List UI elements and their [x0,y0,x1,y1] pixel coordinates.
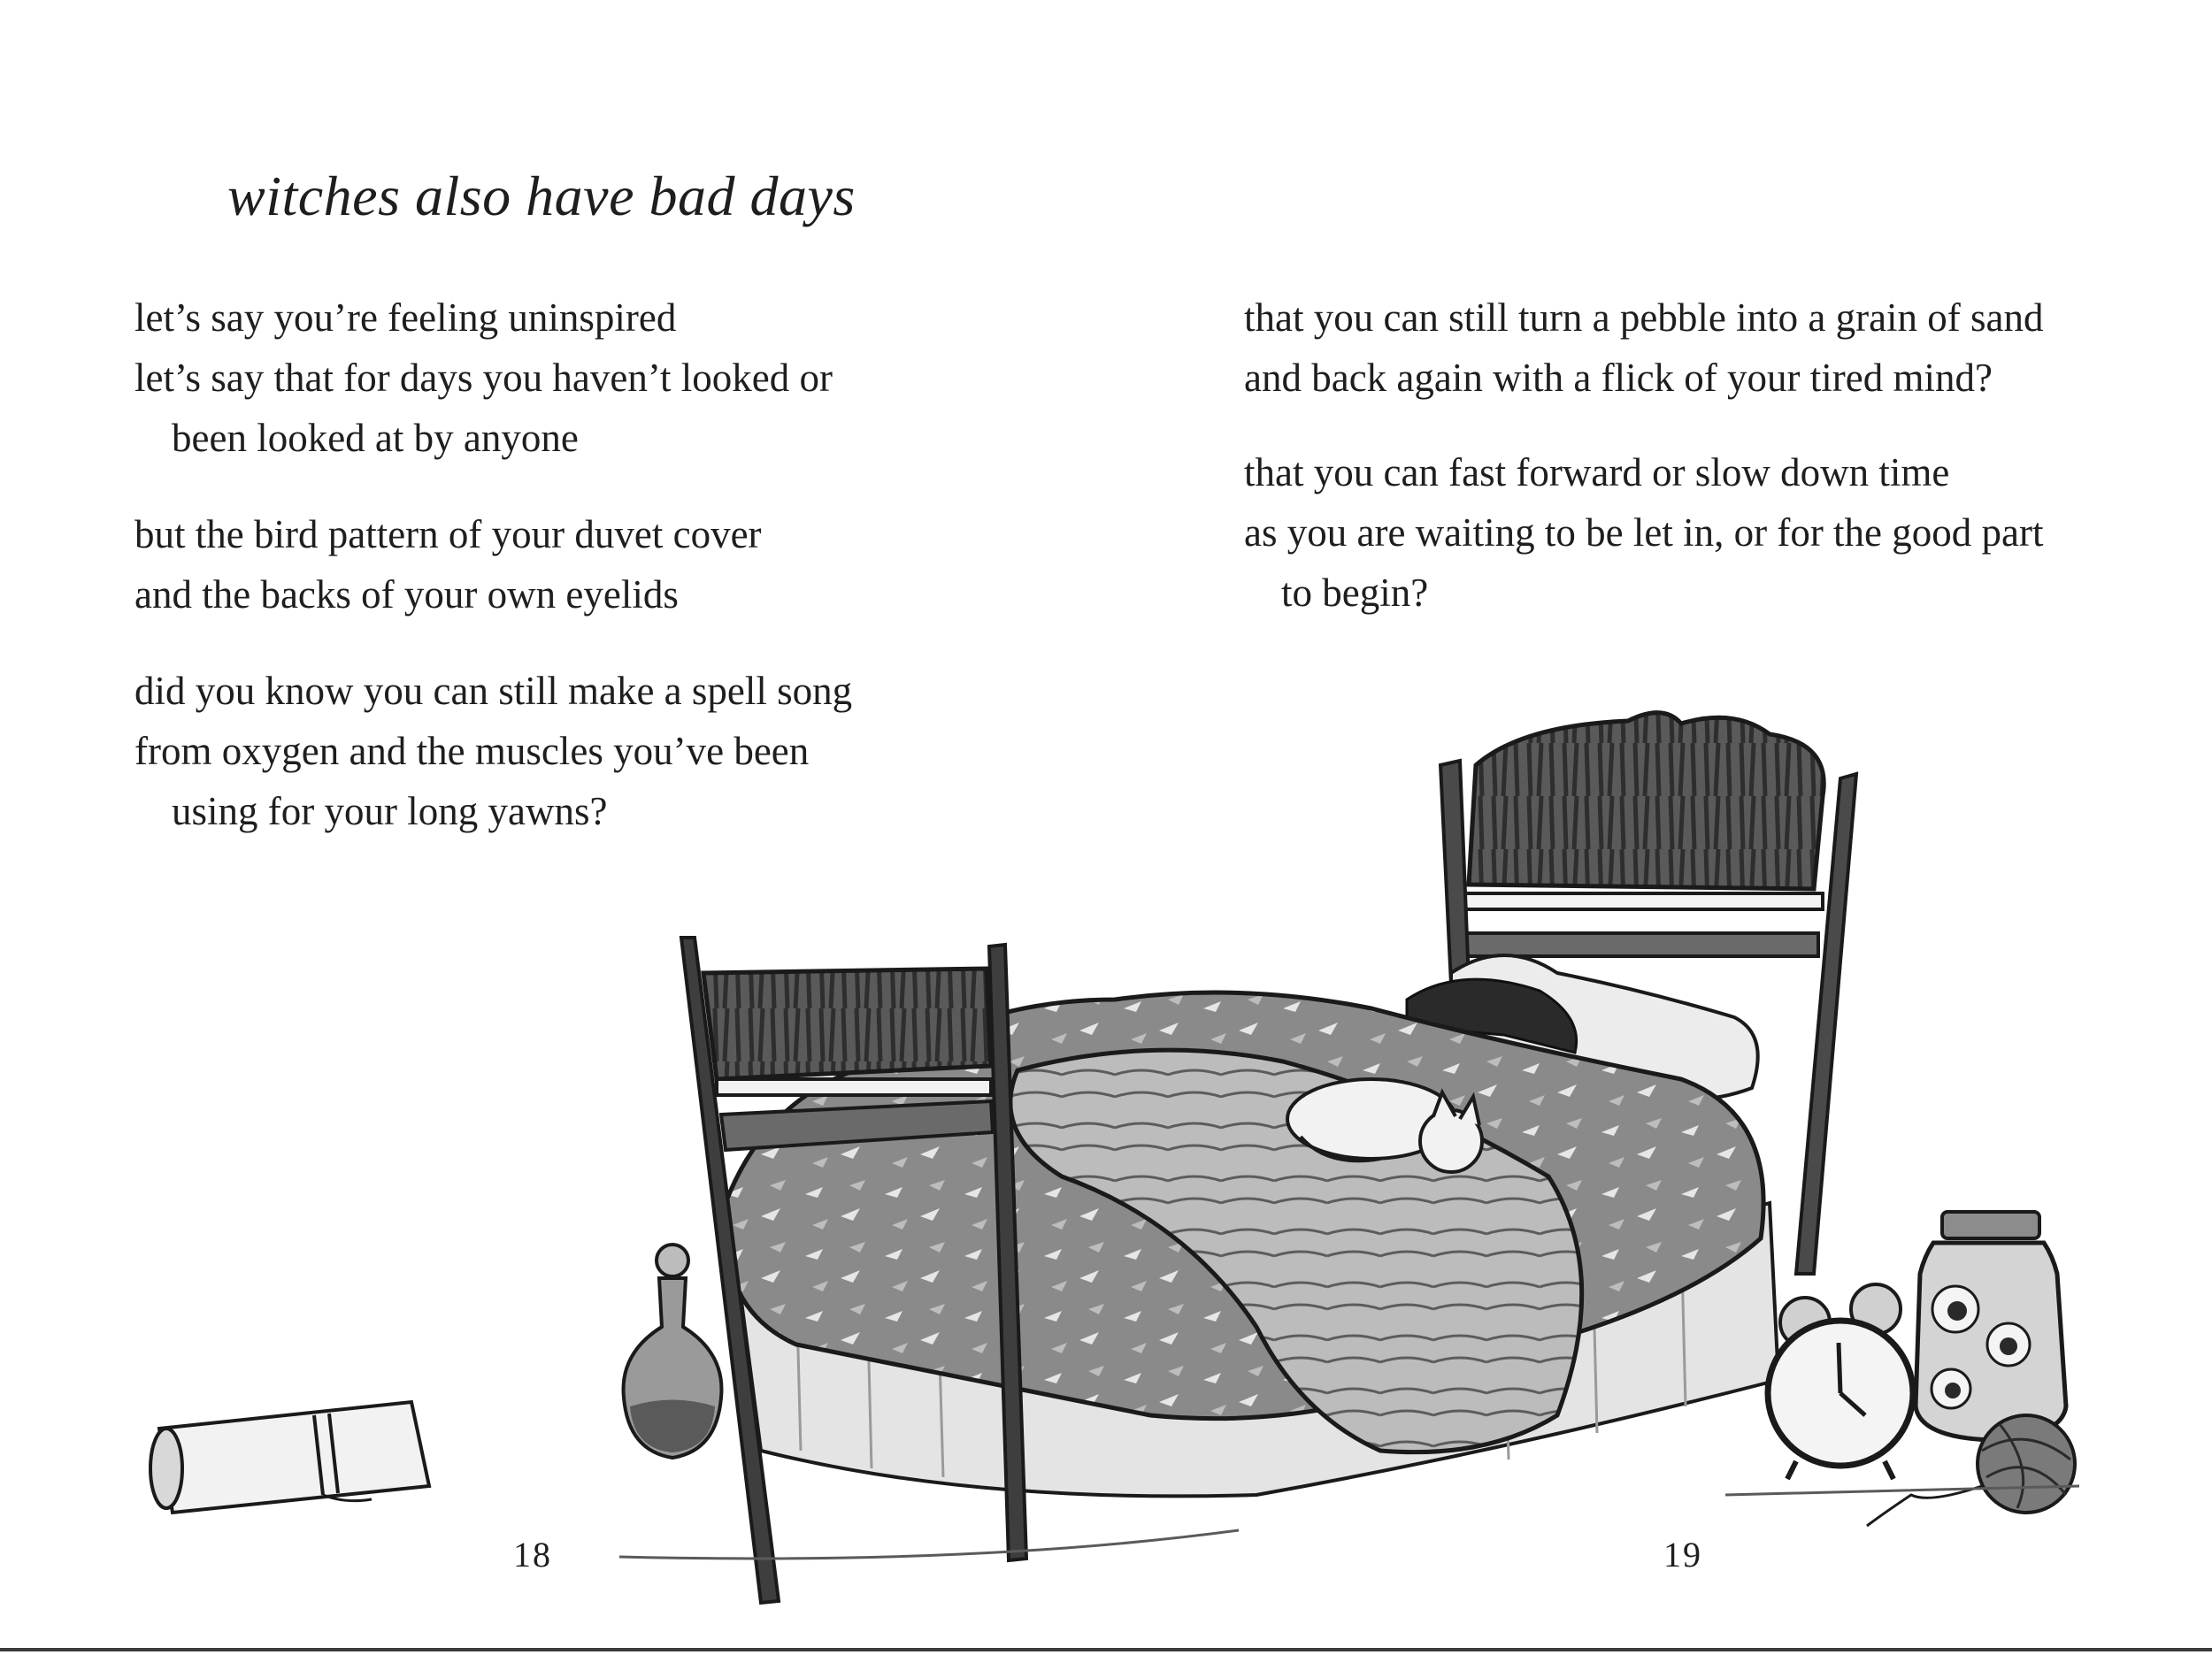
bed-skirt [734,1203,1778,1496]
headboard [1440,713,1856,1274]
poem-line: using for your long yawns? [172,789,608,833]
poem-line: to begin? [1281,571,1429,615]
eyeball-jar [1916,1212,2066,1440]
potion-bottle [624,1245,722,1458]
poem-line: as you are waiting to be let in, or for the good part [1244,510,2044,555]
yarn-ball [1867,1415,2075,1526]
sleeping-cat [1287,1079,1482,1172]
bottom-edge-rule [0,1648,2212,1651]
stanza-5 [1244,442,2044,623]
rolled-scroll [150,1402,429,1513]
stanza-1 [134,287,833,468]
blanket [1010,1050,1582,1452]
poem-line: that you can still turn a pebble into a grain of sand [1244,295,2044,340]
poem-line: but the bird pattern of your duvet cover [134,512,762,556]
page-number-right: 19 [1663,1535,1702,1575]
pillow [1451,955,1758,1100]
poem-line: let’s say you’re feeling uninspired [134,295,677,340]
page-number-left: 18 [513,1535,552,1575]
alarm-clock-icon [1768,1284,1913,1479]
poem-line: been looked at by anyone [172,416,579,460]
poem-line: did you know you can still make a spell song [134,669,853,713]
stanza-3 [134,661,852,841]
poem-line: that you can fast forward or slow down time [1244,450,1950,494]
duvet [725,992,1763,1419]
poem-title: witches also have bad days [227,165,856,227]
stanza-4 [1244,287,2044,408]
footboard [681,938,1026,1603]
poem-line: let’s say that for days you haven’t looked or [134,356,833,400]
poem-line: from oxygen and the muscles you’ve been [134,729,810,773]
poem-line: and back again with a flick of your tired mind? [1244,356,1993,400]
sleeping-figure-hair [1407,979,1577,1053]
stanza-2 [134,504,762,624]
poem-line: and the backs of your own eyelids [134,572,679,617]
